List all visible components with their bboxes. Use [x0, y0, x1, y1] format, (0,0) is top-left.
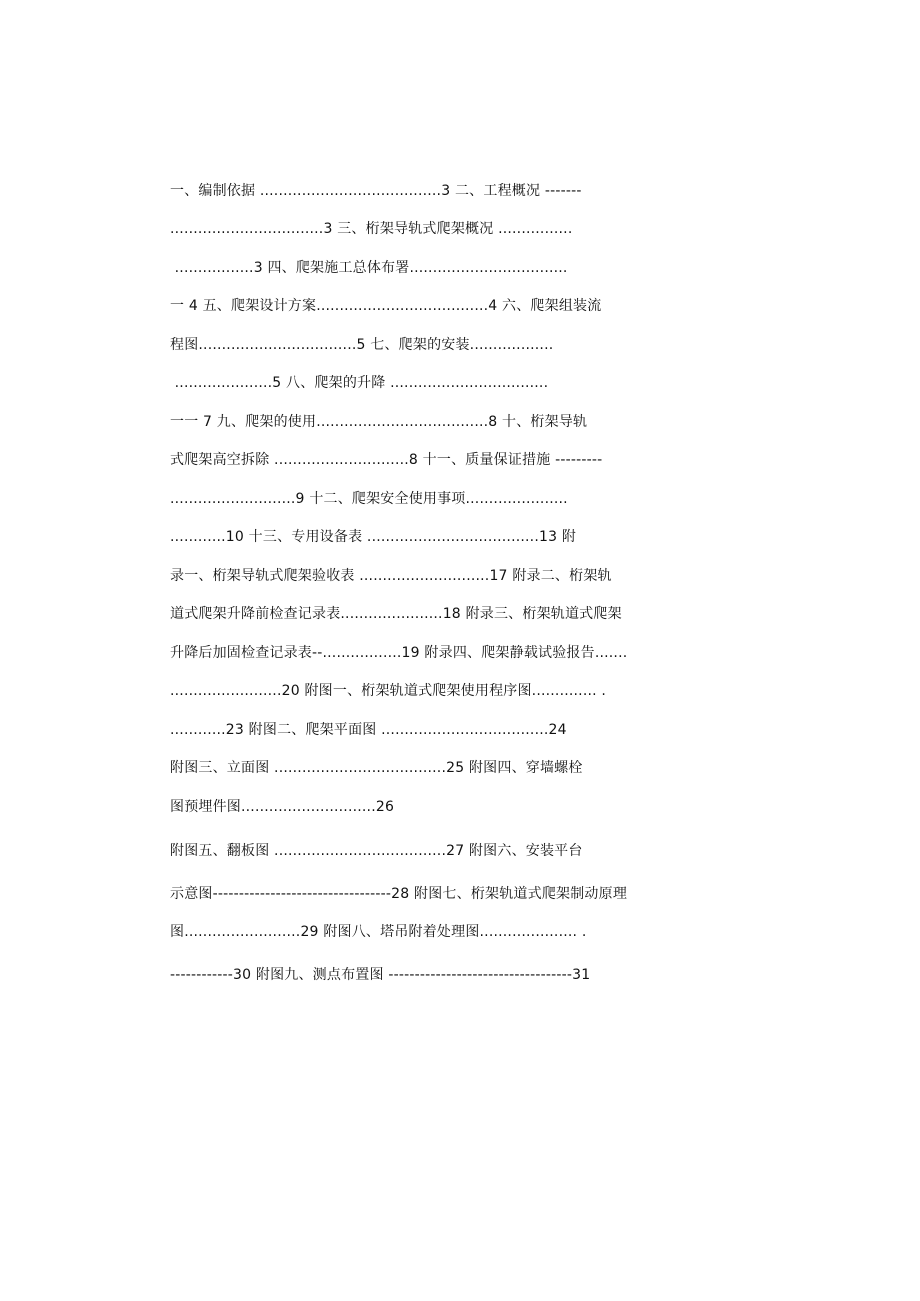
toc-line: 示意图----------------------------------28 附图七、桁架轨道式爬架制动原理 — [170, 886, 628, 902]
toc-line: ............10 十三、专用设备表 .....................................13 附 — [170, 529, 577, 545]
toc-line: 程图..................................5 七、爬架的安装.................. — [170, 337, 554, 353]
toc-line: 一 4 五、爬架设计方案.....................................4 六、爬架组装流 — [170, 298, 602, 314]
toc-line: .................3 四、爬架施工总体布署.................................. — [170, 260, 568, 276]
toc-line: ........................20 附图一、桁架轨道式爬架使用程序图.............. . — [170, 683, 607, 699]
toc-line: 式爬架高空拆除 .............................8 十一、质量保证措施 --------- — [170, 452, 603, 468]
toc-line: 附图三、立面图 .....................................25 附图四、穿墙螺栓 — [170, 760, 583, 776]
toc-line: 附图五、翻板图 .....................................27 附图六、安装平台 — [170, 843, 583, 859]
toc-line: 图预埋件图.............................26 — [170, 799, 395, 815]
toc-line: 升降后加固检查记录表--.................19 附录四、爬架静载试验报告....... — [170, 645, 628, 661]
toc-line: 图.........................29 附图八、塔吊附着处理图..................... . — [170, 924, 587, 940]
toc-line: 一一 7 九、爬架的使用.....................................8 十、桁架导轨 — [170, 414, 588, 430]
toc-line: .................................3 三、桁架导轨式爬架概况 ................ — [170, 221, 573, 237]
toc-line: 录一、桁架导轨式爬架验收表 ............................17 附录二、桁架轨 — [170, 568, 612, 584]
toc-line: ------------30 附图九、测点布置图 -----------------------------------31 — [170, 967, 591, 983]
toc-line: ...........................9 十二、爬架安全使用事项...................... — [170, 491, 568, 507]
toc-line: 一、编制依据 .......................................3 二、工程概况 ------- — [170, 183, 582, 199]
toc-line: ............23 附图二、爬架平面图 ....................................24 — [170, 722, 567, 738]
toc-line: .....................5 八、爬架的升降 .................................. — [170, 375, 549, 391]
toc-line: 道式爬架升降前检查记录表......................18 附录三、桁架轨道式爬架 — [170, 606, 622, 622]
